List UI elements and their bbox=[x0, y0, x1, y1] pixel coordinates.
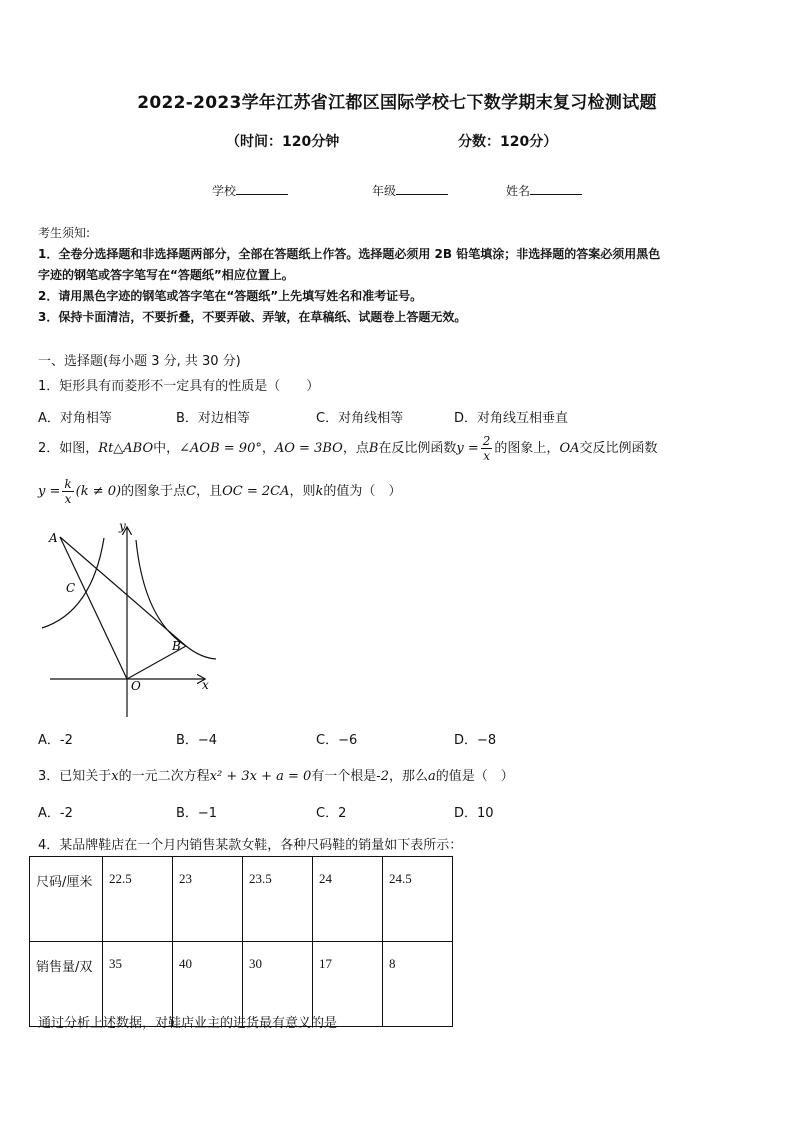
name-label: 姓名 bbox=[506, 184, 531, 198]
grade-field bbox=[372, 182, 448, 199]
line-oa bbox=[60, 537, 127, 679]
notice-line-1b: 字迹的钢笔或答字笔写在“答题纸”相应位置上。 bbox=[38, 268, 294, 282]
q2-stem-line2 bbox=[38, 475, 401, 509]
frac-num: k bbox=[64, 477, 72, 491]
q1-option-d[interactable]: D．对角线互相垂直 bbox=[454, 411, 569, 426]
q2-text: ， bbox=[261, 441, 275, 456]
size-cell: 23.5 bbox=[243, 857, 313, 942]
q2-text: ，点 bbox=[342, 441, 369, 456]
line-ab bbox=[60, 537, 186, 646]
q2-text: 的图象上， bbox=[494, 441, 560, 456]
q2-text: 中， bbox=[153, 441, 180, 456]
school-field bbox=[212, 182, 288, 199]
score-info: 分数：120分） bbox=[458, 134, 558, 150]
school-blank[interactable] bbox=[236, 182, 288, 195]
sales-label-cell: 销售量/双 bbox=[30, 942, 103, 1027]
q3-option-b[interactable]: B．−1 bbox=[176, 806, 218, 821]
notice-line-2: 2．请用黑色字迹的钢笔或答字笔在“答题纸”上先填写姓名和准考证号。 bbox=[38, 289, 423, 303]
q2-y-eq: y = bbox=[38, 484, 61, 499]
q2-eq1: AO = 3BO bbox=[274, 441, 343, 456]
label-c: C bbox=[66, 581, 76, 595]
q2-text: 2．如图， bbox=[38, 441, 99, 456]
frac-den: x bbox=[483, 449, 490, 463]
q3-equation: x² + 3x + a = 0 bbox=[209, 769, 312, 784]
size-label-cell: 尺码/厘米 bbox=[30, 857, 103, 942]
q3-root: -2 bbox=[376, 769, 389, 784]
q3-var: x bbox=[111, 769, 119, 784]
name-field bbox=[506, 182, 582, 199]
q3-text: 的值是（ ） bbox=[435, 769, 514, 784]
q2-fraction-2 bbox=[62, 477, 73, 506]
size-cell: 22.5 bbox=[103, 857, 173, 942]
size-cell: 24 bbox=[313, 857, 383, 942]
q2-option-c[interactable]: C．−6 bbox=[316, 733, 358, 748]
label-b: B bbox=[172, 639, 181, 653]
q2-stem-line1 bbox=[38, 432, 658, 466]
name-blank[interactable] bbox=[530, 182, 582, 195]
q2-fraction-1 bbox=[481, 434, 493, 463]
q3-option-a[interactable]: A．-2 bbox=[38, 806, 73, 821]
school-label: 学校 bbox=[212, 184, 237, 198]
q2-angle: ∠AOB = 90° bbox=[179, 441, 262, 456]
q3-text: 有一个根是 bbox=[311, 769, 377, 784]
q3-text: 的一元二次方程 bbox=[118, 769, 210, 784]
q3-text: 3．已知关于 bbox=[38, 769, 112, 784]
q2-point-c: C bbox=[186, 484, 197, 499]
section-title: 一、选择题(每小题 3 分, 共 30 分) bbox=[38, 354, 241, 369]
grade-label: 年级 bbox=[372, 184, 397, 198]
frac-num: 2 bbox=[482, 434, 491, 448]
grade-blank[interactable] bbox=[396, 182, 448, 195]
q2-option-b[interactable]: B．−4 bbox=[176, 733, 218, 748]
q1-option-b[interactable]: B．对边相等 bbox=[176, 411, 250, 426]
q2-text: 的值为（ ） bbox=[323, 484, 402, 499]
q2-eq2: OC = 2CA bbox=[222, 484, 290, 499]
page-title: 2022-2023学年江苏省江都区国际学校七下数学期末复习检测试题 bbox=[137, 93, 657, 113]
q2-point-b: B bbox=[368, 441, 379, 456]
q2-k-condition: (k ≠ 0) bbox=[75, 484, 122, 499]
time-info: （时间：120分钟 bbox=[226, 134, 340, 150]
q4-followup: 通过分析上述数据，对鞋店业主的进货最有意义的是 bbox=[38, 1016, 338, 1031]
label-a: A bbox=[49, 531, 58, 545]
q1-stem: 1．矩形具有而菱形不一定具有的性质是（ ） bbox=[38, 379, 320, 394]
q2-triangle: Rt△ABO bbox=[98, 441, 154, 456]
q2-option-a[interactable]: A．-2 bbox=[38, 733, 73, 748]
label-y: y bbox=[119, 519, 126, 533]
label-o: O bbox=[131, 679, 141, 693]
size-cell: 23 bbox=[173, 857, 243, 942]
sales-cell: 30 bbox=[243, 942, 313, 1027]
q2-text: 的图象于点 bbox=[121, 484, 187, 499]
q2-oa: OA bbox=[559, 441, 580, 456]
label-x: x bbox=[202, 678, 209, 692]
table-row bbox=[30, 857, 453, 942]
q3-stem bbox=[38, 765, 514, 784]
q2-figure bbox=[36, 516, 226, 721]
q3-option-c[interactable]: C．2 bbox=[316, 806, 347, 821]
sales-cell: 17 bbox=[313, 942, 383, 1027]
notice-line-1a: 1．全卷分选择题和非选择题两部分，全部在答题纸上作答。选择题必须用 2B 铅笔填涂；非选择题的答案必须用黑色 bbox=[38, 247, 661, 261]
notice-line-3: 3．保持卡面清洁，不要折叠，不要弄破、弄皱，在草稿纸、试题卷上答题无效。 bbox=[38, 310, 467, 324]
q2-text: ，且 bbox=[196, 484, 223, 499]
q2-text: 交反比例函数 bbox=[579, 441, 658, 456]
q2-text: 在反比例函数 bbox=[378, 441, 457, 456]
q2-text: ，则 bbox=[289, 484, 316, 499]
q1-option-a[interactable]: A．对角相等 bbox=[38, 411, 112, 426]
frac-den: x bbox=[64, 492, 72, 506]
notice-title: 考生须知: bbox=[38, 226, 91, 240]
sales-cell: 35 bbox=[103, 942, 173, 1027]
size-cell: 24.5 bbox=[383, 857, 453, 942]
q1-option-c[interactable]: C．对角线相等 bbox=[316, 411, 404, 426]
sales-cell: 8 bbox=[383, 942, 453, 1027]
q2-y-eq: y = bbox=[456, 441, 479, 456]
q3-option-d[interactable]: D．10 bbox=[454, 806, 494, 821]
q2-option-d[interactable]: D．−8 bbox=[454, 733, 497, 748]
q3-text: ，那么 bbox=[388, 769, 428, 784]
q4-stem: 4．某品牌鞋店在一个月内销售某款女鞋，各种尺码鞋的销量如下表所示： bbox=[38, 838, 463, 853]
q2-k: k bbox=[315, 484, 324, 499]
sales-cell: 40 bbox=[173, 942, 243, 1027]
sales-table bbox=[29, 856, 453, 1027]
q3-a: a bbox=[427, 769, 436, 784]
